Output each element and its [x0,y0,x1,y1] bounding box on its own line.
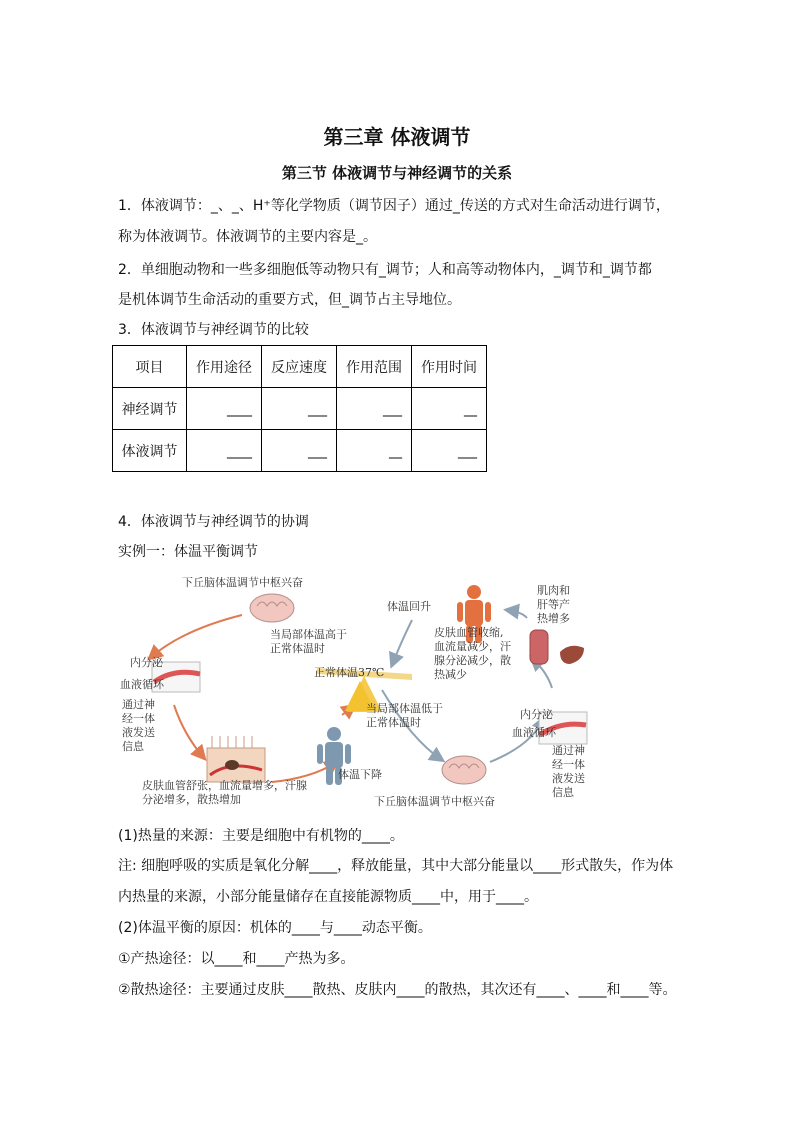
label-left-signal-1: 通过神 [122,698,155,711]
label-left-endocrine-1: 内分泌 [130,656,163,669]
table-cell: __ [337,430,412,472]
question-3-heading: 3．体液调节与神经调节的比较 [118,322,309,338]
label-left-endocrine-2: 血液循环 [120,678,164,691]
label-heat-keep-3: 腺分泌减少，散 [434,654,511,667]
label-right-signal-4: 信息 [552,786,574,799]
label-left-signal-2: 经一体 [122,712,155,725]
brain-icon-bottom [442,756,486,784]
label-muscle-liver-3: 热增多 [537,612,570,625]
chapter-title: 第三章 体液调节 [323,125,471,149]
label-bottom-right-title: 下丘脑体温调节中枢兴奋 [374,795,495,808]
label-right-signal-2: 经一体 [552,758,585,771]
table-cell: 神经调节 [113,388,187,430]
label-low-temp-2: 正常体温时 [366,716,421,729]
note-line-2: 内热量的来源，小部分能量储存在直接能源物质____中，用于____。 [118,889,538,905]
liver-icon [560,646,584,664]
label-temp-drop: 体温下降 [338,768,382,781]
question-2-line-1: 2．单细胞动物和一些多细胞低等动物只有_调节；人和高等动物体内，_调节和_调节都 [118,262,652,278]
question-2-line-2: 是机体调节生命活动的重要方式，但_调节占主导地位。 [118,292,461,308]
label-high-temp-2: 正常体温时 [270,642,325,655]
paragraph-2: (2)体温平衡的原因：机体的____与____动态平衡。 [118,920,432,936]
muscle-icon [530,630,548,664]
arrow-brain-to-endocrine-right [490,718,544,762]
question-1-line-1: 1．体液调节：_、_、H⁺等化学物质（调节因子）通过_传送的方式对生命活动进行调节， [118,198,670,214]
label-low-temp-1: 当局部体温低于 [366,702,443,715]
label-left-signal-4: 信息 [122,740,144,753]
arrow-brain-to-endocrine [150,615,242,658]
table-cell: ___ [337,388,412,430]
label-heat-loss-1: 皮肤血管舒张，血流量增多，汗腺 [142,779,307,792]
table-cell: ____ [187,388,262,430]
label-heat-keep-4: 热减少 [434,668,467,681]
label-right-signal-3: 液发送 [552,772,585,785]
section-title: 第三节 体液调节与神经调节的关系 [281,164,513,182]
table-row [113,430,487,472]
arrow-organs-to-rise [507,610,527,618]
brain-icon-top [250,594,294,622]
example-1-label: 实例一：体温平衡调节 [118,544,258,560]
question-1-line-2: 称为体液调节。体液调节的主要内容是_。 [118,229,377,245]
table-header-row [113,346,487,388]
table-header-cell: 反应速度 [262,346,337,388]
table-header-cell: 作用范围 [337,346,412,388]
table-cell: ___ [262,388,337,430]
arrow-endocrine-to-skin [174,705,204,758]
thermoregulation-diagram [112,570,592,815]
question-4-heading: 4．体液调节与神经调节的协调 [118,514,309,530]
label-heat-loss-2: 分泌增多，散热增加 [142,793,241,806]
table-header-cell: 项目 [113,346,187,388]
label-temp-rise: 体温回升 [387,600,431,613]
table-cell: 体液调节 [113,430,187,472]
label-left-signal-3: 液发送 [122,726,155,739]
label-heat-keep-2: 血流量减少，汗 [434,640,511,653]
paragraph-1: (1)热量的来源：主要是细胞中有机物的____。 [118,828,404,844]
label-muscle-liver-2: 肝等产 [537,598,570,611]
table-row [113,388,487,430]
label-high-temp-1: 当局部体温高于 [270,628,347,641]
label-right-endocrine-1: 内分泌 [520,708,553,721]
label-normal-temp: 正常体温37℃ [314,666,385,679]
table-cell: ____ [187,430,262,472]
comparison-table [112,345,487,472]
paragraph-4: ②散热途径：主要通过皮肤____散热、皮肤内____的散热，其次还有____、____和____等。 [118,982,677,998]
paragraph-3: ①产热途径：以____和____产热为多。 [118,951,355,967]
table-cell: ___ [262,430,337,472]
skin-section-icon [207,736,265,782]
label-top-left-title: 下丘脑体温调节中枢兴奋 [182,576,303,589]
label-right-endocrine-2: 血液循环 [512,726,556,739]
table-cell: ___ [412,430,487,472]
label-heat-keep-1: 皮肤血管收缩, [434,626,504,639]
table-header-cell: 作用时间 [412,346,487,388]
table-header-cell: 作用途径 [187,346,262,388]
note-line-1: 注: 细胞呼吸的实质是氧化分解____，释放能量，其中大部分能量以____形式散失，作为体 [118,858,674,874]
arrow-rise-to-normal [392,620,412,665]
table-cell: __ [412,388,487,430]
label-muscle-liver-1: 肌肉和 [537,584,570,597]
label-right-signal-1: 通过神 [552,744,585,757]
